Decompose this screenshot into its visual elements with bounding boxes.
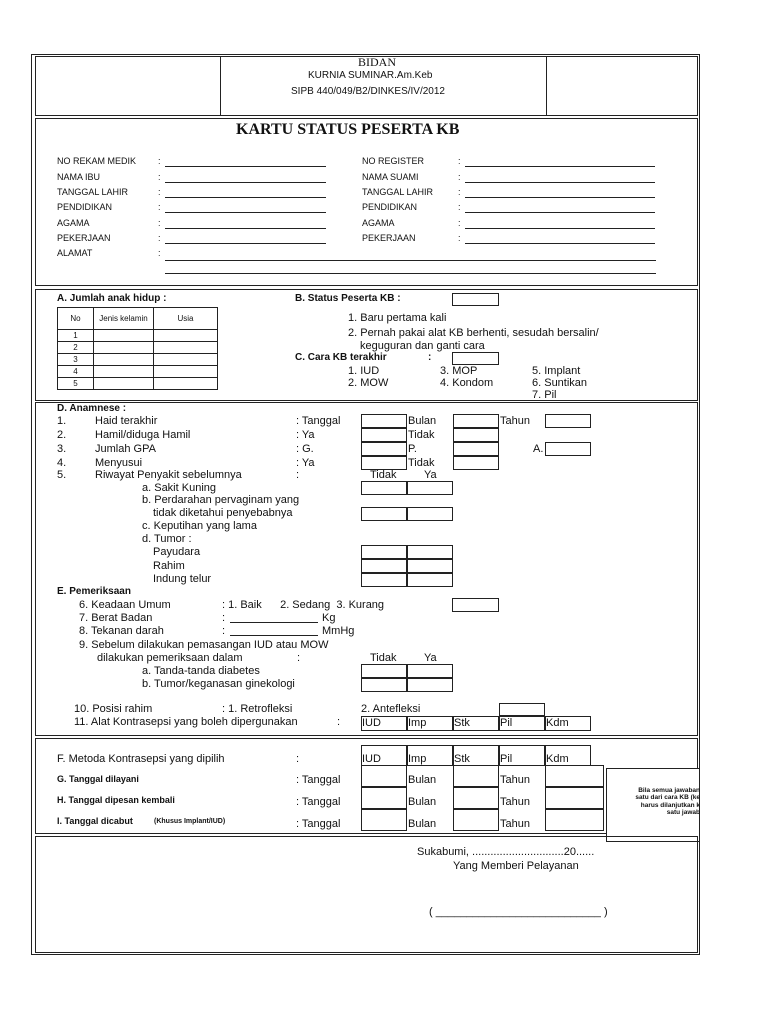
field-label: NO REKAM MEDIK (57, 156, 137, 166)
section-c-title: C. Cara KB terakhir (295, 352, 387, 363)
haid-bulan-box[interactable] (453, 414, 499, 428)
a-label: A. (533, 443, 544, 455)
tanggal-dipesan-label: H. Tanggal dipesan kembali (57, 795, 175, 805)
anamnese-value: : Ya (296, 457, 315, 469)
menyusui-tidak-box[interactable] (453, 456, 499, 470)
field-input[interactable] (165, 166, 326, 167)
riwayat-b-ya-box[interactable] (407, 507, 453, 521)
riwayat-b2: tidak diketahui penyebabnya (153, 507, 293, 519)
tahun-box[interactable] (545, 787, 604, 809)
alat-option-label: Imp (408, 717, 427, 729)
tekanan-darah-label: 8. Tekanan darah (79, 625, 164, 637)
tumor-rahim: Rahim (153, 560, 185, 572)
anamnese-value: : Ya (296, 429, 315, 441)
section-d-title: D. Anamnese : (57, 403, 127, 414)
note-line: satu jawab (666, 809, 700, 817)
signature-line[interactable]: ( ___________________________ ) (429, 906, 608, 918)
riwayat-b1: b. Perdarahan pervaginam yang (142, 494, 300, 506)
bulan-box[interactable] (453, 765, 499, 787)
field-colon: : (158, 156, 161, 166)
place-date: Sukabumi, ..............................20...... (417, 846, 595, 858)
alamat-line-2[interactable] (165, 273, 656, 274)
tumor-indung-tidak-box[interactable] (361, 573, 407, 587)
tumor-gineko-tidak-box[interactable] (361, 678, 407, 692)
card-title: KARTU STATUS PESERTA KB (236, 121, 460, 138)
tanggal-box[interactable] (361, 787, 407, 809)
anamnese-label: Haid terakhir (95, 415, 158, 427)
col-usia-header: Usia (154, 308, 218, 330)
keadaan-umum-box[interactable] (452, 598, 499, 612)
method-kondom: 4. Kondom (440, 377, 494, 389)
bulan-box[interactable] (453, 809, 499, 831)
field-label: TANGGAL LAHIR (362, 187, 434, 197)
tekanan-darah-input[interactable] (230, 635, 318, 636)
berat-badan-unit: Kg (322, 612, 336, 624)
field-label: PEKERJAAN (362, 233, 416, 243)
alat-kontrasepsi-label: 11. Alat Kontrasepsi yang boleh dipergunakan (74, 716, 298, 728)
tanggal-dilayani-label: G. Tanggal dilayani (57, 774, 139, 784)
bulan-label: Bulan (408, 796, 437, 808)
ya-col-label: Ya (424, 469, 437, 481)
metoda-option-label: Pil (500, 753, 513, 765)
field-colon: : (458, 172, 461, 182)
keadaan-umum-options: : 1. Baik 2. Sedang 3. Kurang (222, 599, 385, 611)
field-input[interactable] (165, 243, 326, 244)
note-line: Bila semua jawaban (638, 787, 700, 794)
usia-cell[interactable] (154, 342, 218, 354)
riwayat-d: d. Tumor : (142, 533, 192, 545)
tumor-payudara: Payudara (153, 546, 201, 558)
jenis-cell[interactable] (94, 330, 154, 342)
riwayat-a: a. Sakit Kuning (142, 482, 216, 494)
field-colon: : (458, 202, 461, 212)
tanggal-dicabut-note: (Khusus Implant/IUD) (154, 818, 226, 825)
section-e-title: E. Pemeriksaan (57, 586, 131, 597)
anamnese-number: 3. (57, 443, 67, 455)
row-number: 1 (58, 330, 94, 342)
tumor-payudara-tidak-box[interactable] (361, 545, 407, 559)
tumor-indung-telur: Indung telur (153, 573, 212, 585)
field-label: PEKERJAAN (57, 233, 111, 243)
metoda-option-label: Kdm (546, 753, 569, 765)
bulan-label: Bulan (408, 818, 437, 830)
usia-cell[interactable] (154, 366, 218, 378)
field-input[interactable] (165, 197, 326, 198)
alat-option-label: IUD (362, 717, 381, 729)
riwayat-c: c. Keputihan yang lama (142, 520, 257, 532)
anamnese-number: 2. (57, 429, 67, 441)
col-jenis-header: Jenis kelamin (94, 308, 154, 330)
keadaan-umum-label: 6. Keadaan Umum (79, 599, 171, 611)
field-input[interactable] (465, 243, 655, 244)
field-colon: : (458, 233, 461, 243)
field-label: NAMA IBU (57, 172, 101, 182)
bulan-label: Bulan (408, 415, 437, 427)
metoda-colon: : (296, 753, 300, 765)
status-option-2a: 2. Pernah pakai alat KB berhenti, sesudah bersalin/ (348, 327, 599, 339)
jenis-cell[interactable] (94, 354, 154, 366)
status-option-2b: keguguran dan ganti cara (360, 340, 485, 352)
tanggal-label: : Tanggal (296, 796, 341, 808)
berat-badan-label: 7. Berat Badan (79, 612, 153, 624)
field-input[interactable] (465, 212, 655, 213)
alat-kontrasepsi-colon: : (337, 716, 341, 728)
field-input[interactable] (165, 182, 326, 183)
signature-role: Yang Memberi Pelayanan (453, 860, 579, 872)
anamnese-value: : Tanggal (296, 415, 341, 427)
posisi-rahim-label: 10. Posisi rahim (74, 703, 153, 715)
field-colon: : (458, 156, 461, 166)
anamnese-number: 1. (57, 415, 67, 427)
tahun-label: Tahun (500, 796, 530, 808)
anamnese-number: 5. (57, 469, 67, 481)
field-label: AGAMA (362, 218, 395, 228)
field-colon: : (458, 187, 461, 197)
header-divider-right (546, 56, 547, 116)
haid-tahun-box[interactable] (545, 414, 591, 428)
tanggal-label: : Tanggal (296, 774, 341, 786)
note-line: satu dari cara KB (ke (635, 794, 700, 802)
header-name: KURNIA SUMINAR.Am.Keb (308, 70, 433, 81)
anamnese-label: Hamil/diduga Hamil (95, 429, 191, 441)
method-suntikan: 6. Suntikan (532, 377, 588, 389)
method-mow: 2. MOW (348, 377, 389, 389)
tumor-rahim-tidak-box[interactable] (361, 559, 407, 573)
posisi-rahim-opt2: 2. Antefleksi (361, 703, 421, 715)
alat-option-label: Stk (454, 717, 470, 729)
tekanan-darah-colon: : (222, 625, 226, 637)
jenis-cell[interactable] (94, 378, 154, 390)
method-implant: 5. Implant (532, 365, 581, 377)
section-c-colon: : (428, 352, 432, 363)
gpa-g-box[interactable] (361, 442, 407, 456)
field-colon: : (458, 218, 461, 228)
tanggal-label: : Tanggal (296, 818, 341, 830)
field-colon: : (158, 202, 161, 212)
field-input[interactable] (465, 197, 655, 198)
field-label: ALAMAT (57, 248, 93, 258)
row-number: 4 (58, 366, 94, 378)
method-iud: 1. IUD (348, 365, 380, 377)
gpa-p-box[interactable] (453, 442, 499, 456)
ya-col-label: Ya (424, 652, 437, 664)
posisi-rahim-opt1: : 1. Retrofleksi (222, 703, 293, 715)
note-line: harus dilanjutkan k (640, 801, 700, 809)
field-label: PENDIDIKAN (362, 202, 418, 212)
anamnese-label: Menyusui (95, 457, 143, 469)
field-colon: : (158, 233, 161, 243)
anamnese-number: 4. (57, 457, 67, 469)
riwayat-a-ya-box[interactable] (407, 481, 453, 495)
field-label: AGAMA (57, 218, 90, 228)
tidak-col-label: Tidak (370, 652, 397, 664)
tahun-label: Tahun (500, 818, 530, 830)
children-table (57, 307, 218, 390)
field-input[interactable] (465, 166, 655, 167)
anamnese-label: Jumlah GPA (95, 443, 156, 455)
section-a-title: A. Jumlah anak hidup : (57, 293, 167, 304)
header-profession: BIDAN (358, 55, 396, 69)
method-pil: 7. Pil (532, 389, 557, 401)
pemeriksaan-dalam-colon: : (297, 652, 301, 664)
tidak-col-label: Tidak (370, 469, 397, 481)
tanggal-box[interactable] (361, 809, 407, 831)
tanggal-dicabut-label: I. Tanggal dicabut (57, 816, 133, 826)
metoda-option-label: Stk (454, 753, 470, 765)
metoda-option-label: Imp (408, 753, 427, 765)
anamnese-value: : G. (296, 443, 314, 455)
cara-kb-box[interactable] (452, 352, 499, 365)
diabetes-label: a. Tanda-tanda diabetes (142, 665, 260, 677)
field-label: NAMA SUAMI (362, 172, 419, 182)
menyusui-ya-box[interactable] (361, 456, 407, 470)
diabetes-tidak-box[interactable] (361, 664, 407, 678)
header-divider-left (220, 56, 221, 116)
diabetes-ya-box[interactable] (407, 664, 453, 678)
field-input[interactable] (165, 228, 326, 229)
tumor-gineko-label: b. Tumor/keganasan ginekologi (142, 678, 295, 690)
field-input[interactable] (165, 212, 326, 213)
status-option-1: 1. Baru pertama kali (348, 312, 447, 324)
field-input[interactable] (465, 228, 655, 229)
usia-cell[interactable] (154, 354, 218, 366)
pemeriksaan-dalam-b: dilakukan pemeriksaan dalam (97, 652, 243, 664)
posisi-rahim-box[interactable] (499, 703, 545, 716)
field-input[interactable] (465, 182, 655, 183)
tidak-label: Tidak (408, 429, 435, 441)
field-label: NO REGISTER (362, 156, 425, 166)
tumor-rahim-ya-box[interactable] (407, 559, 453, 573)
anamnese-value: : (296, 469, 300, 481)
hamil-ya-box[interactable] (361, 428, 407, 442)
header-license: SIPB 440/049/B2/DINKES/IV/2012 (291, 86, 445, 97)
tumor-gineko-ya-box[interactable] (407, 678, 453, 692)
bulan-box[interactable] (453, 787, 499, 809)
metoda-option-label: IUD (362, 753, 381, 765)
row-number: 2 (58, 342, 94, 354)
bulan-label: Bulan (408, 774, 437, 786)
gpa-a-box[interactable] (545, 442, 591, 456)
field-label: TANGGAL LAHIR (57, 187, 129, 197)
alat-option-label: Kdm (546, 717, 569, 729)
p-label: P. (408, 443, 417, 455)
haid-tanggal-box[interactable] (361, 414, 407, 428)
berat-badan-colon: : (222, 612, 226, 624)
alamat-line-1[interactable] (165, 260, 656, 261)
metoda-label: F. Metoda Kontrasepsi yang dipilih (57, 753, 225, 765)
tumor-payudara-ya-box[interactable] (407, 545, 453, 559)
note-text (608, 787, 700, 817)
tahun-box[interactable] (545, 765, 604, 787)
field-colon: : (158, 187, 161, 197)
signature-box (35, 836, 698, 953)
alat-option-label: Pil (500, 717, 513, 729)
tumor-indung-ya-box[interactable] (407, 573, 453, 587)
usia-cell[interactable] (154, 330, 218, 342)
tahun-label: Tahun (500, 774, 530, 786)
tahun-box[interactable] (545, 809, 604, 831)
tanggal-box[interactable] (361, 765, 407, 787)
pemeriksaan-dalam-a: 9. Sebelum dilakukan pemasangan IUD atau MOW (79, 639, 329, 651)
riwayat-a-tidak-box[interactable] (361, 481, 407, 495)
method-mop: 3. MOP (440, 365, 478, 377)
field-colon: : (158, 248, 161, 258)
berat-badan-input[interactable] (230, 622, 318, 623)
hamil-tidak-box[interactable] (453, 428, 499, 442)
field-colon: : (158, 172, 161, 182)
tekanan-darah-unit: MmHg (322, 625, 355, 637)
section-b-title: B. Status Peserta KB : (295, 293, 401, 304)
field-colon: : (158, 218, 161, 228)
jenis-cell[interactable] (94, 366, 154, 378)
anamnese-label: Riwayat Penyakit sebelumnya (95, 469, 242, 481)
row-number: 3 (58, 354, 94, 366)
field-label: PENDIDIKAN (57, 202, 113, 212)
tidak-label: Tidak (408, 457, 435, 469)
jenis-cell[interactable] (94, 342, 154, 354)
row-number: 5 (58, 378, 94, 390)
status-kb-box[interactable] (452, 293, 499, 306)
col-no-header: No (58, 308, 94, 330)
riwayat-b-tidak-box[interactable] (361, 507, 407, 521)
usia-cell[interactable] (154, 378, 218, 390)
tahun-label: Tahun (500, 415, 530, 427)
